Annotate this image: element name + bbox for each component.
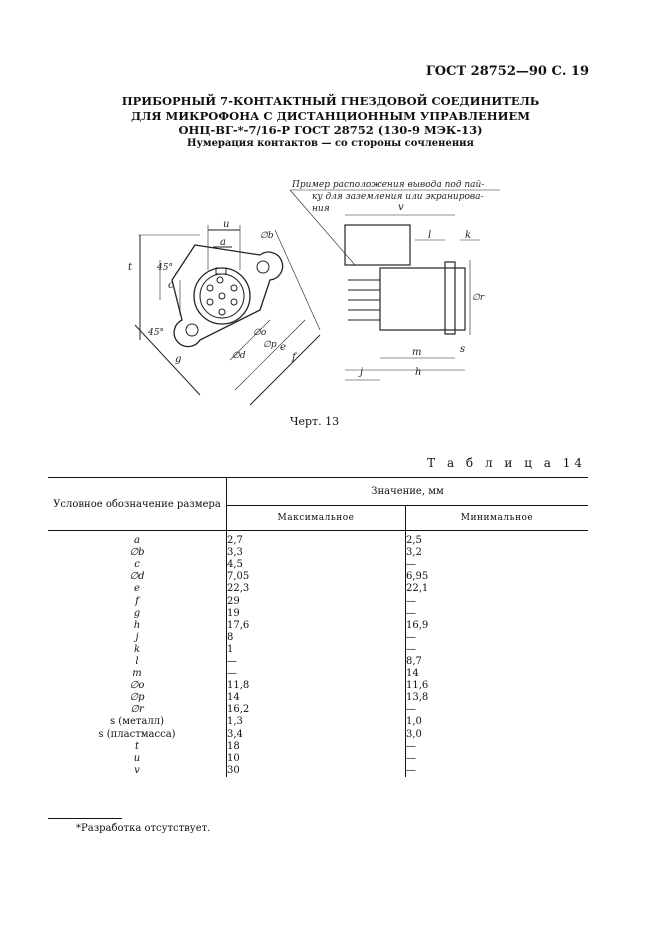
table-row <box>48 680 588 692</box>
note-block <box>290 180 500 265</box>
table-row <box>48 583 588 595</box>
outer-ring <box>194 268 250 324</box>
dim-b: ∅b <box>260 231 274 241</box>
side-top-block <box>345 225 410 265</box>
row-name: g <box>133 607 141 619</box>
pin-2 <box>231 285 237 291</box>
dim-u: u <box>223 219 230 230</box>
table-row <box>48 692 588 704</box>
dim-e: e <box>280 342 286 353</box>
pin-7 <box>219 309 225 315</box>
row-name: ∅p <box>129 692 145 704</box>
pin-5 <box>207 299 213 305</box>
row-min: — <box>406 559 589 571</box>
front-view <box>128 219 320 405</box>
table-row <box>48 765 588 777</box>
figure-caption: Черт. 13 <box>290 415 340 428</box>
row-max: 18 <box>227 741 406 753</box>
row-name: s (пластмасса) <box>98 728 176 740</box>
table-row <box>48 729 588 741</box>
row-max: 29 <box>227 595 406 607</box>
title-line-2: ДЛЯ МИКРОФОНА С ДИСТАНЦИОННЫМ УПРАВЛЕНИЕМ <box>131 109 530 123</box>
row-min: 3,2 <box>406 547 589 559</box>
footnote: *Разработка отсутствует. <box>76 823 211 834</box>
dim-j: j <box>360 367 364 378</box>
dim-f: f <box>292 352 296 363</box>
note-line-2: ку для заземления или экранирова- <box>312 192 484 202</box>
row-name: c <box>134 559 140 571</box>
table-row <box>48 608 588 620</box>
row-min: 1,0 <box>406 716 589 728</box>
table-row <box>48 644 588 656</box>
row-min: — <box>406 741 589 753</box>
row-min: — <box>406 704 589 716</box>
dim-v: v <box>398 202 404 213</box>
row-name: m <box>132 668 142 680</box>
dim-o: ∅o <box>253 328 267 338</box>
connector-drawing <box>120 170 520 410</box>
row-max: 2,7 <box>227 531 406 548</box>
row-min: 11,6 <box>406 680 589 692</box>
side-view <box>345 202 485 380</box>
table-row <box>48 620 588 632</box>
row-name: ∅b <box>129 547 145 559</box>
title-line-3: ОНЦ-ВГ-*-7/16-Р ГОСТ 28752 (130-9 МЭК-13) <box>178 123 483 137</box>
subtitle: Нумерация контактов — со стороны сочленения <box>187 138 474 149</box>
side-flange <box>445 262 455 334</box>
dim-c: c <box>168 280 174 291</box>
row-name: l <box>135 655 139 667</box>
row-min: — <box>406 595 589 607</box>
row-max: 3,4 <box>227 729 406 741</box>
dim-t: t <box>128 262 133 273</box>
row-max: 4,5 <box>227 559 406 571</box>
row-name: h <box>133 619 141 631</box>
dimensions-table <box>48 477 588 777</box>
row-max: 1,3 <box>227 716 406 728</box>
row-name: e <box>134 583 140 595</box>
note-line-3: ния <box>312 204 330 214</box>
dim-h: h <box>415 367 422 378</box>
pin-1 <box>217 277 223 283</box>
row-min: 8,7 <box>406 656 589 668</box>
dim-g: g <box>175 354 182 365</box>
table-row <box>48 595 588 607</box>
table-row <box>48 668 588 680</box>
col-header-value: Значение, мм <box>227 478 589 506</box>
row-name: a <box>134 535 140 547</box>
dim-a: a <box>220 237 226 248</box>
document-header: ГОСТ 28752—90 С. 19 <box>425 64 589 79</box>
pin-3 <box>207 285 213 291</box>
row-min: — <box>406 644 589 656</box>
row-max: 22,3 <box>227 583 406 595</box>
row-min: 14 <box>406 668 589 680</box>
table-title: Т а б л и ц а 14 <box>427 456 586 470</box>
row-min: — <box>406 608 589 620</box>
table-row <box>48 531 588 548</box>
table-body <box>48 531 588 777</box>
table-row <box>48 559 588 571</box>
row-max: 7,05 <box>227 571 406 583</box>
pin-4 <box>231 299 237 305</box>
table-row <box>48 716 588 728</box>
col-header-name: Условное обозначение размера <box>48 478 227 531</box>
row-max: — <box>227 668 406 680</box>
row-min: — <box>406 753 589 765</box>
row-min: — <box>406 632 589 644</box>
table-row <box>48 741 588 753</box>
row-min: 16,9 <box>406 620 589 632</box>
pin-6 <box>219 293 225 299</box>
dim-s: s <box>460 344 466 355</box>
row-max: 17,6 <box>227 620 406 632</box>
row-min: 3,0 <box>406 729 589 741</box>
row-name: ∅r <box>130 704 144 716</box>
dim-d: ∅d <box>232 351 246 361</box>
row-min: 2,5 <box>406 531 589 548</box>
row-name: v <box>134 764 140 776</box>
row-max: — <box>227 656 406 668</box>
mount-hole-top <box>257 261 269 273</box>
row-name: j <box>135 631 139 643</box>
row-name: t <box>134 740 140 752</box>
table-row <box>48 547 588 559</box>
title-line-1: ПРИБОРНЫЙ 7-КОНТАКТНЫЙ ГНЕЗДОВОЙ СОЕДИНИТЕЛЬ <box>121 94 540 108</box>
row-name: f <box>135 595 139 607</box>
table-row <box>48 704 588 716</box>
footnote-rule <box>48 818 122 819</box>
dim-l: l <box>428 230 432 241</box>
row-min: — <box>406 765 589 777</box>
row-min: 6,95 <box>406 571 589 583</box>
col-header-min: Минимальное <box>406 505 589 530</box>
table-row <box>48 753 588 765</box>
col-header-max: Максимальное <box>227 505 406 530</box>
row-min: 13,8 <box>406 692 589 704</box>
inner-ring <box>200 274 244 318</box>
row-max: 8 <box>227 632 406 644</box>
table-row <box>48 656 588 668</box>
table-row <box>48 571 588 583</box>
note-line-1: Пример расположения вывода под пай- <box>292 180 485 190</box>
row-max: 3,3 <box>227 547 406 559</box>
row-max: 10 <box>227 753 406 765</box>
row-name: ∅o <box>129 680 145 692</box>
dim-p: ∅p <box>263 340 277 350</box>
row-name: s (металл) <box>109 716 164 728</box>
row-max: 19 <box>227 608 406 620</box>
dim-45a: 45° <box>157 263 173 273</box>
mount-hole-bottom <box>186 324 198 336</box>
dim-r: ∅r <box>472 293 485 303</box>
row-name: u <box>133 752 141 764</box>
row-min: 22,1 <box>406 583 589 595</box>
row-max: 1 <box>227 644 406 656</box>
dim-m: m <box>412 347 422 358</box>
row-name: ∅d <box>129 571 145 583</box>
row-max: 11,8 <box>227 680 406 692</box>
row-max: 30 <box>227 765 406 777</box>
side-body <box>380 268 465 330</box>
row-max: 14 <box>227 692 406 704</box>
row-max: 16,2 <box>227 704 406 716</box>
table-row <box>48 632 588 644</box>
dim-45b: 45° <box>148 328 164 338</box>
dim-k: k <box>465 230 472 241</box>
row-name: k <box>133 643 141 655</box>
